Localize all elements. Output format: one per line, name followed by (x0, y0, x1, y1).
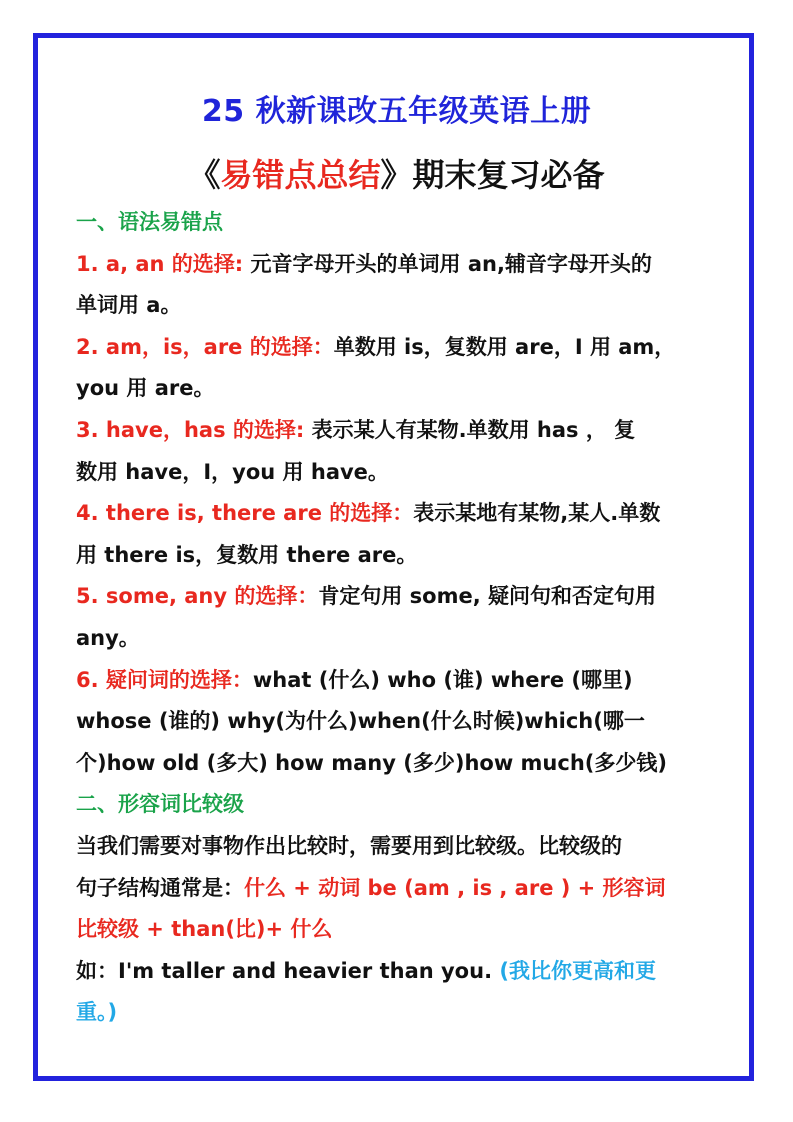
item-text: 肯定句用 some, 疑问句和否定句用 (318, 584, 657, 609)
document-body (76, 202, 726, 1034)
item-text: 元音字母开头的单词用 an,辅音字母开头的 (243, 251, 652, 276)
grammar-item-5 (76, 576, 726, 618)
example-english: I'm taller and heavier than you. (118, 958, 500, 983)
example-translation: (我比你更高和更 (499, 958, 656, 983)
structure-prefix: 句子结构通常是： (76, 875, 244, 900)
page-title: 25 秋新课改五年级英语上册 (201, 94, 592, 129)
item-text: what (什么) who (谁) where (哪里) (252, 667, 633, 692)
grammar-item-1-cont: 单词用 a。 (76, 293, 182, 318)
page-subtitle (0, 150, 793, 196)
item-label: 5. some, any 的选择： (76, 584, 319, 609)
grammar-item-3-cont: 数用 have，I，you 用 have。 (76, 459, 389, 484)
comparative-structure (76, 868, 726, 910)
comparative-example (76, 951, 726, 993)
grammar-item-5-cont: any。 (76, 625, 140, 650)
grammar-item-6-cont2: 个)how old (多大) how many (多少)how much(多少钱) (76, 750, 667, 775)
structure-formula: 什么 + 动词 be (am , is , are ) + 形容词 (244, 875, 666, 900)
section-heading-comparative: 二、形容词比较级 (76, 792, 244, 817)
grammar-item-3 (76, 410, 726, 452)
item-label: 4. there is, there are 的选择： (76, 501, 414, 526)
grammar-item-6-cont: whose (谁的) why(为什么)when(什么时候)which(哪一 (76, 709, 645, 734)
subtitle-close: 》期末复习必备 (380, 156, 605, 194)
comparative-structure-cont: 比较级 + than(比)+ 什么 (76, 917, 333, 942)
item-text: 表示某地有某物,某人.单数 (413, 501, 661, 526)
example-prefix: 如： (76, 958, 118, 983)
section-heading-grammar: 一、语法易错点 (76, 210, 223, 234)
subtitle-highlight: 易错点总结 (220, 156, 381, 194)
grammar-item-6 (76, 660, 726, 702)
comparative-intro: 当我们需要对事物作出比较时，需要用到比较级。比较级的 (76, 833, 622, 858)
subtitle-open: 《 (188, 156, 221, 194)
item-label: 3. have，has 的选择: (76, 417, 305, 442)
item-text: 单数用 is，复数用 are，I 用 am， (333, 334, 676, 359)
grammar-item-4-cont: 用 there is，复数用 there are。 (76, 542, 418, 567)
example-translation-cont: 重。) (76, 1000, 118, 1025)
grammar-item-4 (76, 493, 726, 535)
item-label: 6. 疑问词的选择： (76, 667, 253, 692)
grammar-item-1 (76, 244, 726, 286)
grammar-item-2 (76, 327, 726, 369)
item-text: 表示某人有某物.单数用 has ， 复 (304, 417, 636, 442)
grammar-item-2-cont: you 用 are。 (76, 376, 215, 401)
item-label: 1. a, an 的选择: (76, 251, 244, 276)
item-label: 2. am，is，are 的选择： (76, 334, 334, 359)
